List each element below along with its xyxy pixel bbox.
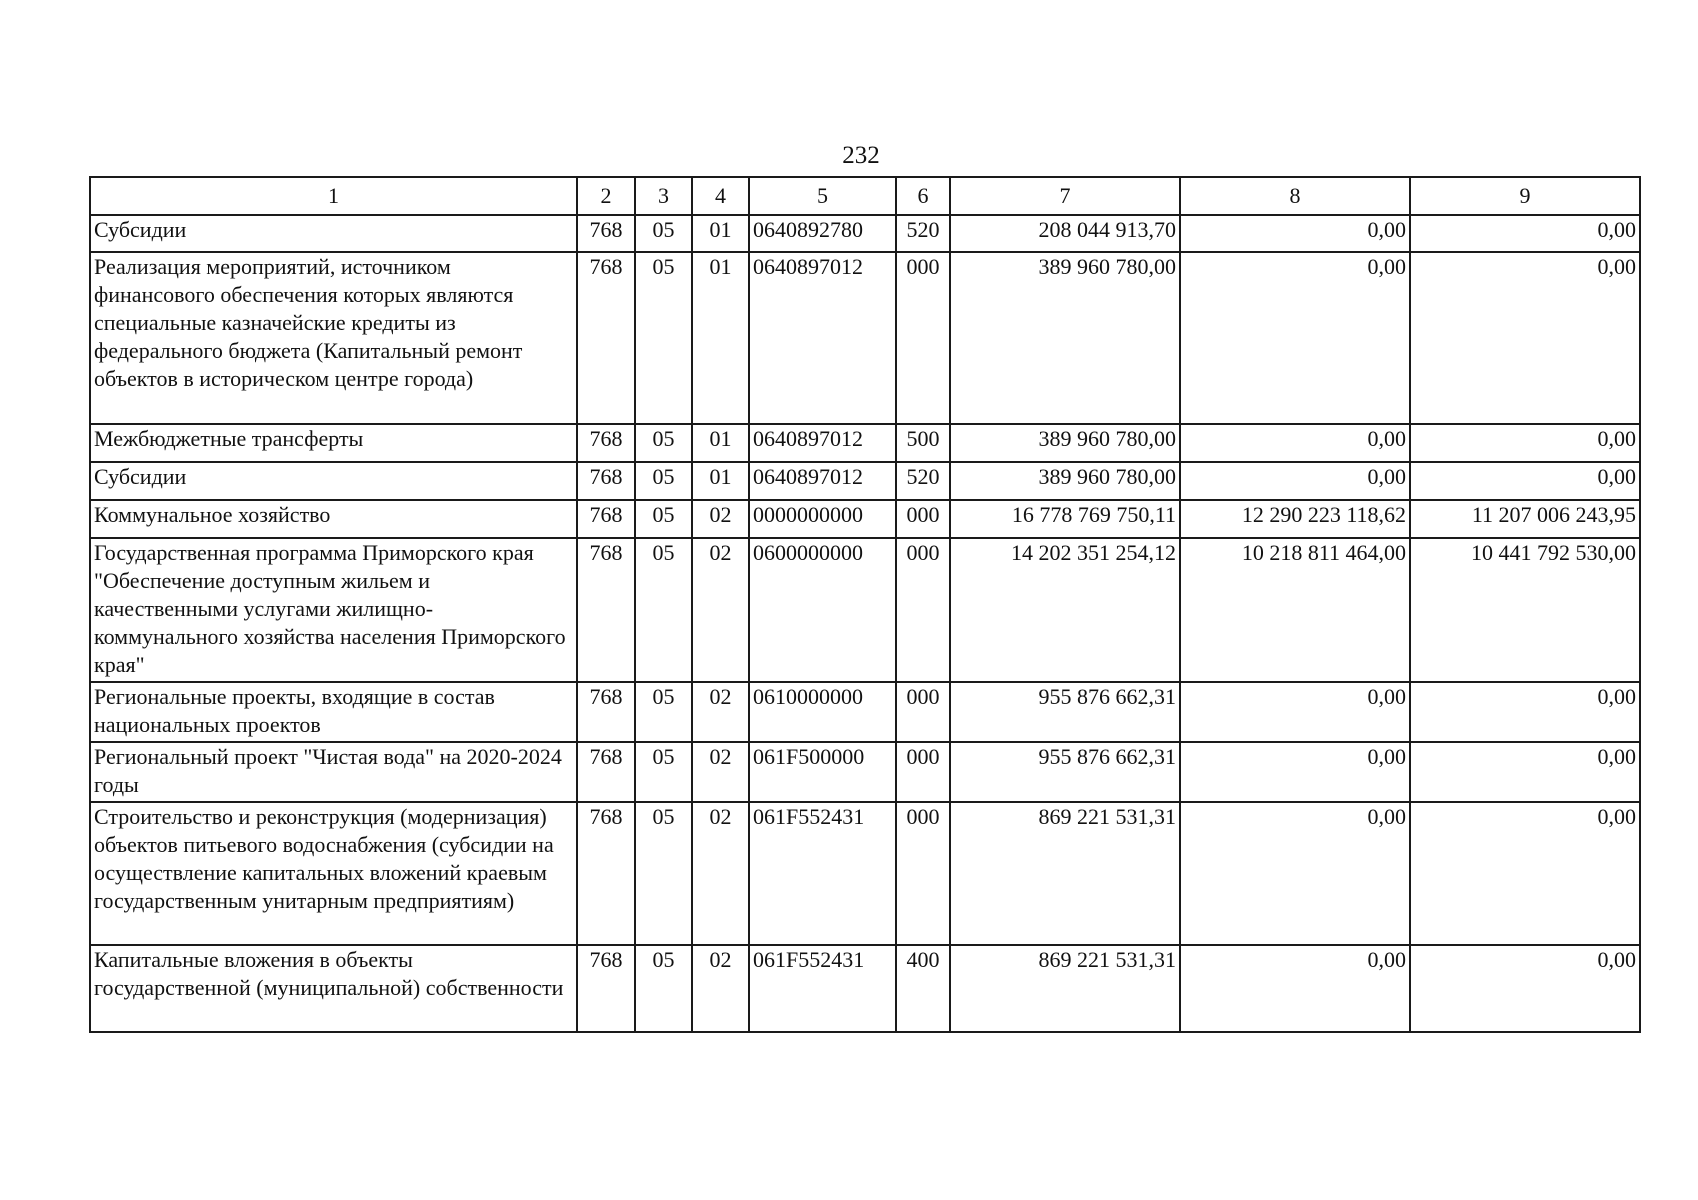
code-cell: 520 <box>896 215 950 252</box>
table-row <box>90 462 1640 500</box>
code-cell: 05 <box>635 500 692 538</box>
amount-cell: 0,00 <box>1180 945 1410 1032</box>
code-cell: 768 <box>577 252 635 424</box>
amount-cell: 0,00 <box>1180 682 1410 742</box>
table-row <box>90 215 1640 252</box>
page-number: 232 <box>842 142 880 169</box>
code-cell: 061F552431 <box>749 945 896 1032</box>
code-cell: 0000000000 <box>749 500 896 538</box>
amount-cell: 0,00 <box>1410 742 1640 802</box>
amount-cell: 0,00 <box>1410 252 1640 424</box>
header-row <box>90 177 1640 215</box>
code-cell: 768 <box>577 945 635 1032</box>
code-cell: 768 <box>577 500 635 538</box>
code-cell: 768 <box>577 742 635 802</box>
amount-cell: 955 876 662,31 <box>950 682 1180 742</box>
row-name: Региональные проекты, входящие в состав национальных проектов <box>90 682 577 742</box>
column-header: 8 <box>1180 177 1410 215</box>
code-cell: 02 <box>692 742 749 802</box>
amount-cell: 208 044 913,70 <box>950 215 1180 252</box>
code-cell: 05 <box>635 945 692 1032</box>
code-cell: 520 <box>896 462 950 500</box>
code-cell: 768 <box>577 802 635 945</box>
column-header: 6 <box>896 177 950 215</box>
code-cell: 061F500000 <box>749 742 896 802</box>
row-name: Региональный проект "Чистая вода" на 2020-2024 годы <box>90 742 577 802</box>
code-cell: 05 <box>635 424 692 462</box>
row-name: Реализация мероприятий, источником финансового обеспечения которых являются специальные казначейские кредиты из федерального бюджета (Капитальный ремонт объектов в историческом центре города) <box>90 252 577 424</box>
row-name: Субсидии <box>90 215 577 252</box>
column-header: 3 <box>635 177 692 215</box>
code-cell: 000 <box>896 252 950 424</box>
code-cell: 000 <box>896 538 950 682</box>
code-cell: 768 <box>577 424 635 462</box>
code-cell: 02 <box>692 538 749 682</box>
amount-cell: 0,00 <box>1180 215 1410 252</box>
table-row <box>90 424 1640 462</box>
amount-cell: 16 778 769 750,11 <box>950 500 1180 538</box>
amount-cell: 0,00 <box>1180 424 1410 462</box>
code-cell: 0610000000 <box>749 682 896 742</box>
table-row <box>90 742 1640 802</box>
column-header: 4 <box>692 177 749 215</box>
code-cell: 05 <box>635 682 692 742</box>
amount-cell: 11 207 006 243,95 <box>1410 500 1640 538</box>
code-cell: 0640897012 <box>749 462 896 500</box>
code-cell: 768 <box>577 215 635 252</box>
amount-cell: 0,00 <box>1410 682 1640 742</box>
code-cell: 0640897012 <box>749 252 896 424</box>
table-row <box>90 500 1640 538</box>
amount-cell: 389 960 780,00 <box>950 252 1180 424</box>
table-row <box>90 252 1640 424</box>
code-cell: 01 <box>692 215 749 252</box>
code-cell: 0640897012 <box>749 424 896 462</box>
code-cell: 000 <box>896 500 950 538</box>
code-cell: 05 <box>635 802 692 945</box>
row-name: Межбюджетные трансферты <box>90 424 577 462</box>
amount-cell: 0,00 <box>1180 742 1410 802</box>
row-name: Строительство и реконструкция (модернизация) объектов питьевого водоснабжения (субсидии на осуществление капитальных вложений краевым государственным унитарным предприятиям) <box>90 802 577 945</box>
code-cell: 05 <box>635 252 692 424</box>
amount-cell: 0,00 <box>1410 462 1640 500</box>
code-cell: 000 <box>896 802 950 945</box>
amount-cell: 0,00 <box>1180 802 1410 945</box>
code-cell: 05 <box>635 462 692 500</box>
code-cell: 768 <box>577 682 635 742</box>
table-row <box>90 538 1640 682</box>
code-cell: 400 <box>896 945 950 1032</box>
amount-cell: 955 876 662,31 <box>950 742 1180 802</box>
table-row <box>90 682 1640 742</box>
code-cell: 000 <box>896 742 950 802</box>
code-cell: 768 <box>577 538 635 682</box>
code-cell: 02 <box>692 682 749 742</box>
code-cell: 0640892780 <box>749 215 896 252</box>
code-cell: 01 <box>692 424 749 462</box>
amount-cell: 389 960 780,00 <box>950 424 1180 462</box>
code-cell: 05 <box>635 742 692 802</box>
amount-cell: 0,00 <box>1410 802 1640 945</box>
code-cell: 01 <box>692 462 749 500</box>
amount-cell: 869 221 531,31 <box>950 802 1180 945</box>
row-name: Коммунальное хозяйство <box>90 500 577 538</box>
code-cell: 000 <box>896 682 950 742</box>
table-row <box>90 945 1640 1032</box>
row-name: Субсидии <box>90 462 577 500</box>
code-cell: 01 <box>692 252 749 424</box>
column-header: 7 <box>950 177 1180 215</box>
amount-cell: 869 221 531,31 <box>950 945 1180 1032</box>
column-header: 9 <box>1410 177 1640 215</box>
amount-cell: 12 290 223 118,62 <box>1180 500 1410 538</box>
table-row <box>90 802 1640 945</box>
amount-cell: 14 202 351 254,12 <box>950 538 1180 682</box>
code-cell: 02 <box>692 945 749 1032</box>
amount-cell: 0,00 <box>1180 252 1410 424</box>
code-cell: 02 <box>692 500 749 538</box>
code-cell: 02 <box>692 802 749 945</box>
budget-table <box>89 176 1641 1033</box>
code-cell: 05 <box>635 538 692 682</box>
amount-cell: 389 960 780,00 <box>950 462 1180 500</box>
row-name: Государственная программа Приморского края "Обеспечение доступным жильем и качественными услугами жилищно-коммунального хозяйства населения Приморского края" <box>90 538 577 682</box>
code-cell: 061F552431 <box>749 802 896 945</box>
amount-cell: 0,00 <box>1410 424 1640 462</box>
code-cell: 500 <box>896 424 950 462</box>
row-name: Капитальные вложения в объекты государственной (муниципальной) собственности <box>90 945 577 1032</box>
column-header: 5 <box>749 177 896 215</box>
amount-cell: 10 218 811 464,00 <box>1180 538 1410 682</box>
code-cell: 05 <box>635 215 692 252</box>
amount-cell: 0,00 <box>1180 462 1410 500</box>
column-header: 1 <box>90 177 577 215</box>
amount-cell: 0,00 <box>1410 945 1640 1032</box>
amount-cell: 0,00 <box>1410 215 1640 252</box>
code-cell: 768 <box>577 462 635 500</box>
code-cell: 0600000000 <box>749 538 896 682</box>
column-header: 2 <box>577 177 635 215</box>
amount-cell: 10 441 792 530,00 <box>1410 538 1640 682</box>
